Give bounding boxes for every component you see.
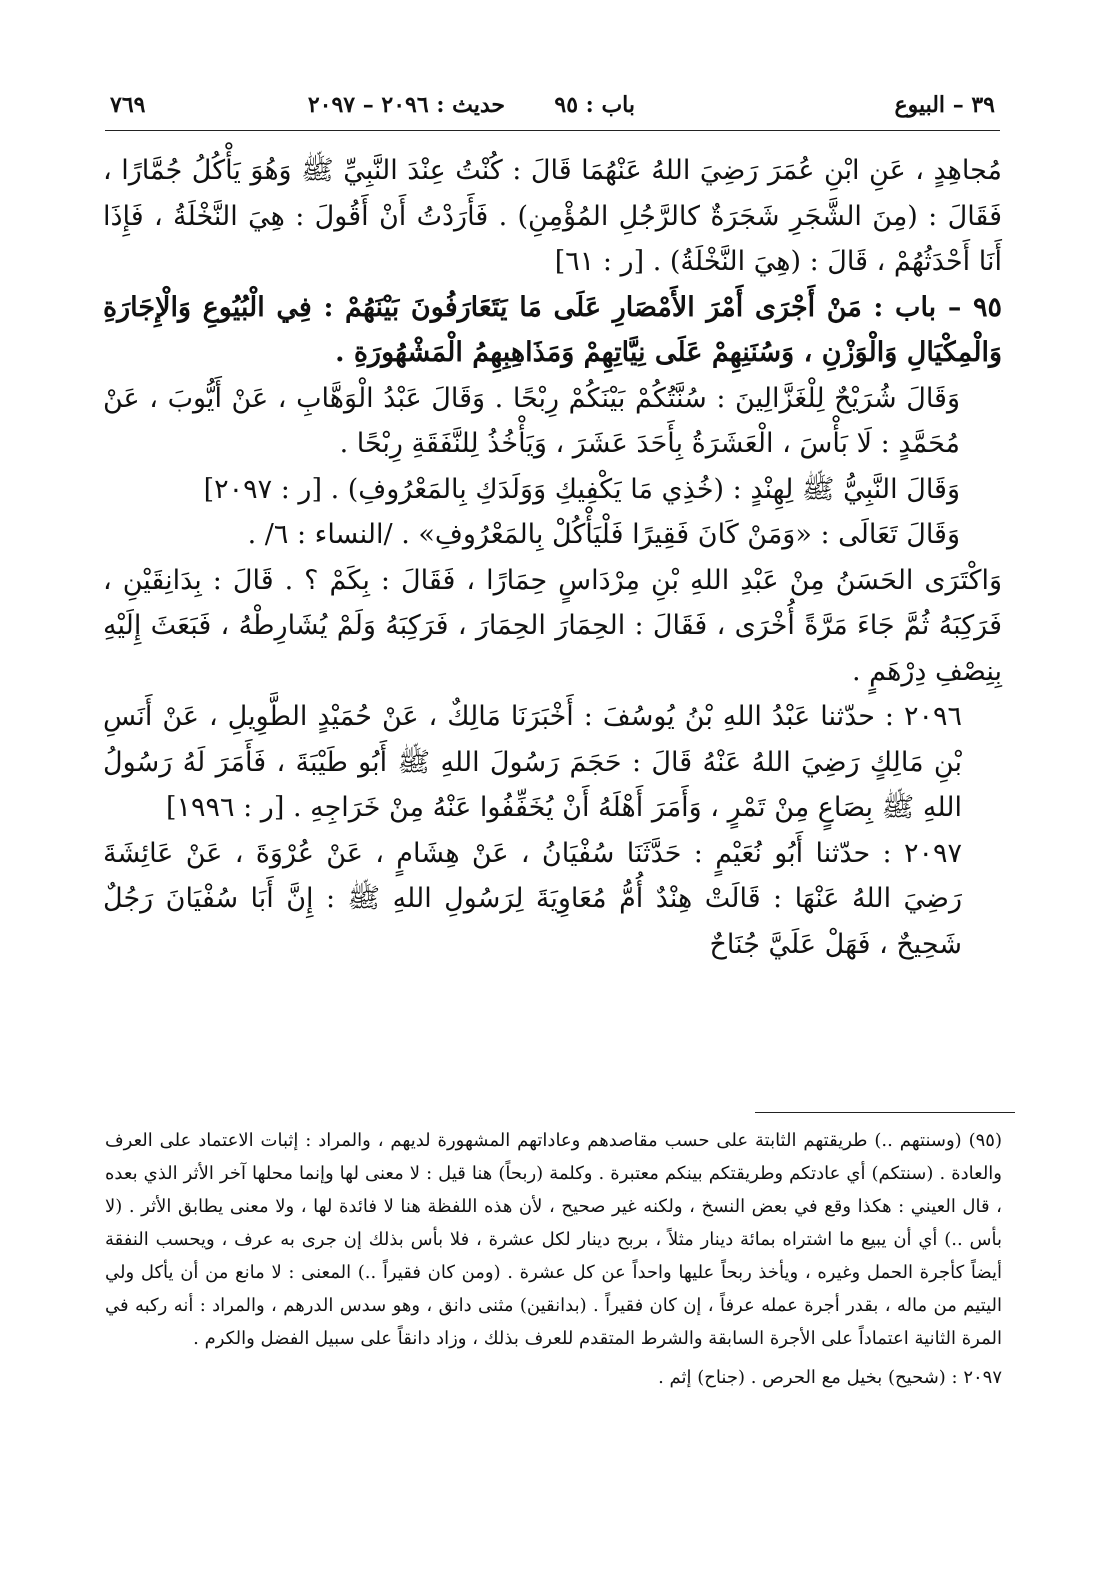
footnote-rule: [755, 1112, 1015, 1113]
athar-shurayh: وَقَالَ شُرَيْحٌ لِلْغَزَّالِينَ : سُنَّتُكُمْ بَيْنَكُمْ رِبْحًا . وَقَالَ عَبْدُ الْوَهَّابِ ، عَنْ أَيُّوبَ ، عَنْ مُحَمَّدٍ : لَا بَأْسَ ، الْعَشَرَةُ بِأَحَدَ عَشَرَ ، وَيَأْخُذُ لِلنَّفَقَةِ رِبْحًا .: [103, 382, 960, 459]
footnotes: [105, 1124, 1002, 1394]
chapter-heading: ٩٥ – باب : مَنْ أَجْرَى أَمْرَ الأَمْصَارِ عَلَى مَا يَتَعَارَفُونَ بَيْنَهُمْ : فِي الْبُيُوعِ وَالْإِجَارَةِ وَالْمِكْيَالِ وَالْوَزْنِ ، وَسُنَنِهِمْ عَلَى نِيَّاتِهِمْ وَمَذَاهِبِهِمُ الْمَشْهُورَةِ .: [103, 291, 1002, 368]
main-text: [103, 148, 1002, 967]
quran-quote: وَقَالَ تَعَالَى : «وَمَنْ كَانَ فَقِيرًا فَلْيَأْكُلْ بِالمَعْرُوفِ» . /النساء : ٦/ .: [247, 519, 960, 550]
hadith-range: حديث : ٢٠٩٦ – ٢٠٩٧: [307, 92, 505, 118]
footnote-2097: ٢٠٩٧ : (شحيح) بخيل مع الحرص . (جناح) إثم .: [658, 1367, 1002, 1388]
chapter-title: ٣٩ – البيوع: [894, 92, 995, 118]
hadith-hind-short: وَقَالَ النَّبِيُّ ﷺ لِهِنْدٍ : (خُذِي مَا يَكْفِيكِ وَوَلَدَكِ بِالمَعْرُوفِ) . [ر : ٢٠٩٧]: [203, 473, 960, 505]
athar-hasan: وَاكْتَرَى الحَسَنُ مِنْ عَبْدِ اللهِ بْنِ مِرْدَاسٍ حِمَارًا ، فَقَالَ : بِكَمْ ؟ . قَالَ : بِدَانِقَيْنِ ، فَرَكِبَهُ ثُمَّ جَاءَ مَرَّةً أُخْرَى ، فَقَالَ : الحِمَارَ الحِمَارَ ، فَرَكِبَهُ وَلَمْ يُشَارِطْهُ ، فَبَعَثَ إِلَيْهِ بِنِصْفِ دِرْهَمٍ .: [103, 564, 1002, 687]
footnote-95: (٩٥) (وسنتهم ..) طريقتهم الثابتة على حسب مقاصدهم وعاداتهم المشهورة لديهم ، والمراد : إثبات الاعتماد على العرف والعادة . (سنتكم) أي عادتكم وطريقتكم بينكم معتبرة . وكلمة (ربحاً) هنا قيل : لا معنى لها وإنما محلها آخر الأثر الذي بعده ، قال العيني : هكذا وقع في بعض النسخ ، ولكنه غير صحيح ، لأن هذه اللفظة هنا لا فائدة لها ، ولا معنى يطابق الأثر . (لا بأس ..) أي أن يبيع ما اشتراه بمائة دينار مثلاً ، بربح دينار لكل عشرة ، فلا بأس بذلك إن جرى به عرف ، ويحسب النفقة أيضاً كأجرة الحمل وغيره ، ويأخذ ربحاً عليها واحداً عن كل عشرة . (ومن كان فقيراً ..) المعنى : لا مانع من أن يأكل ولي اليتيم من ماله ، بقدر أجرة عمله عرفاً ، إن كان فقيراً . (بدانقين) مثنى دانق ، وهو سدس الدرهم ، والمراد : أنه ركبه في المرة الثانية اعتماداً على الأجرة السابقة والشرط المتقدم للعرف بذلك ، وزاد دانقاً على سبيل الفضل والكرم .: [105, 1130, 1002, 1349]
bab-number: باب : ٩٥: [554, 92, 635, 118]
hadith-2097: ٢٠٩٧ : حدّثنا أَبُو نُعَيْمٍ : حَدَّثَنَا سُفْيَانُ ، عَنْ هِشَامٍ ، عَنْ عُرْوَةَ ، عَنْ عَائِشَةَ رَضِيَ اللهُ عَنْهَا : قَالَتْ هِنْدٌ أُمُّ مُعَاوِيَةَ لِرَسُولِ اللهِ ﷺ : إِنَّ أَبَا سُفْيَانَ رَجُلٌ شَحِيحٌ ، فَهَلْ عَلَيَّ جُنَاحٌ: [103, 837, 962, 960]
hadith-continuation: مُجاهِدٍ ، عَنِ ابْنِ عُمَرَ رَضِيَ اللهُ عَنْهُمَا قَالَ : كُنْتُ عِنْدَ النَّبِيِّ ﷺ وَهُوَ يَأْكُلُ جُمَّارًا ، فَقَالَ : (مِنَ الشَّجَرِ شَجَرَةٌ كالرَّجُلِ المُؤْمِنِ) . فَأَرَدْتُ أَنْ أَقُولَ : هِيَ النَّخْلَةُ ، فَإِذَا أَنَا أَحْدَثُهُمْ ، قَالَ : (هِيَ النَّخْلَةُ) . [ر : ٦١]: [103, 155, 1002, 277]
page-number: ٧٦٩: [110, 92, 146, 118]
hadith-2096: ٢٠٩٦ : حدّثنا عَبْدُ اللهِ بْنُ يُوسُفَ : أَخْبَرَنَا مَالِكٌ ، عَنْ حُمَيْدٍ الطَّوِيلِ ، عَنْ أَنَسِ بْنِ مَالِكٍ رَضِيَ اللهُ عَنْهُ قَالَ : حَجَمَ رَسُولَ اللهِ ﷺ أَبُو طَيْبَةَ ، فَأَمَرَ لَهُ رَسُولُ اللهِ ﷺ بِصَاعٍ مِنْ تَمْرٍ ، وَأَمَرَ أَهْلَهُ أَنْ يُخَفِّفُوا عَنْهُ مِنْ خَرَاجِهِ . [ر : ١٩٩٦]: [103, 701, 962, 823]
running-header: [110, 92, 995, 126]
header-rule: [105, 130, 1000, 131]
